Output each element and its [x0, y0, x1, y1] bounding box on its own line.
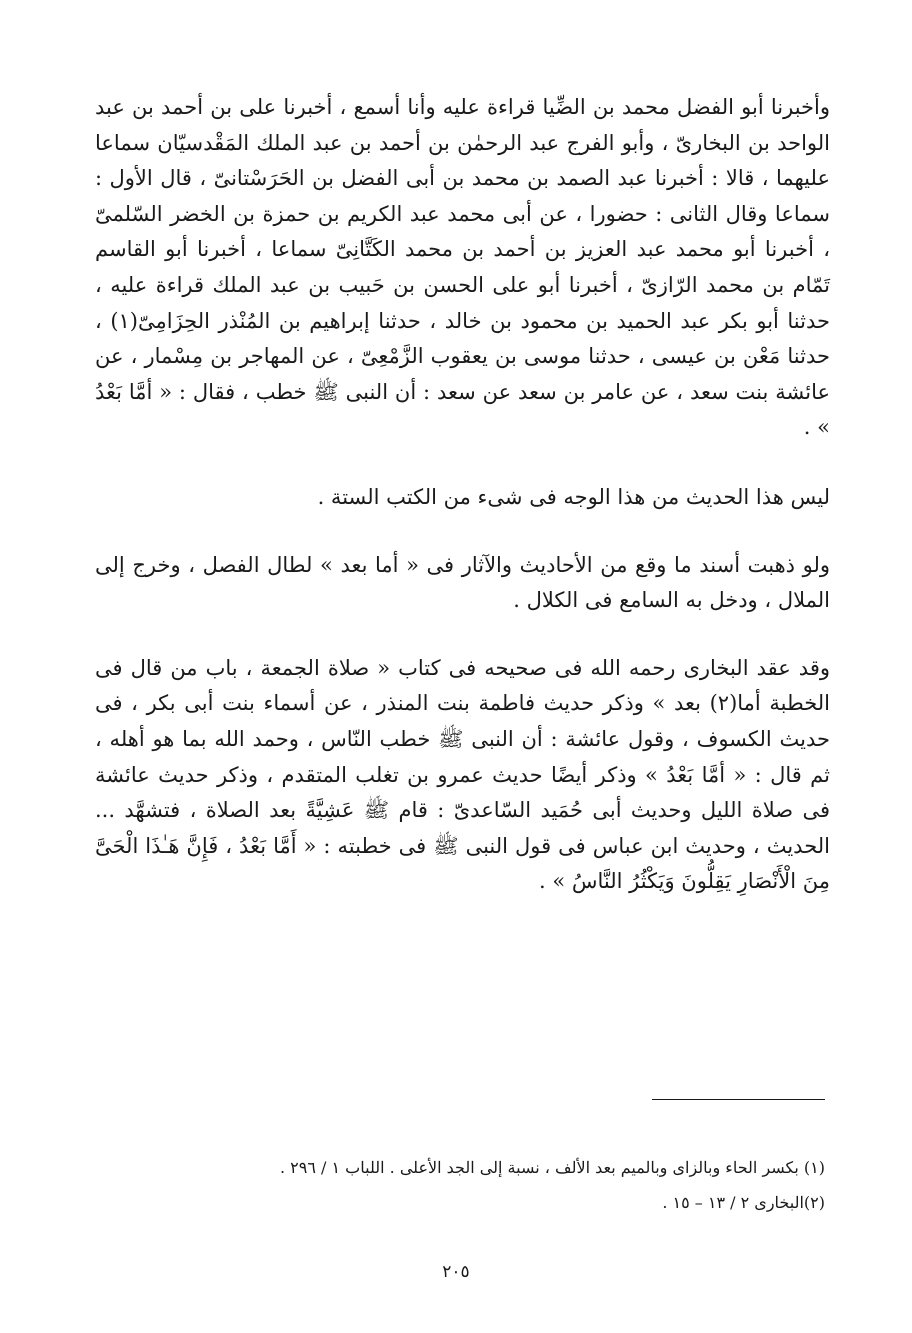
paragraph-note: ليس هذا الحديث من هذا الوجه فى شىء من الكتب الستة .: [317, 484, 830, 509]
footnote-divider: [652, 1099, 825, 1100]
footnote-1: (١) بكسر الحاء وبالزاى وبالميم بعد الألف ، نسبة إلى الجد الأعلى . اللباب ١ / ٢٩٦ .: [279, 1158, 825, 1177]
paragraph-isnad: وأخبرنا أبو الفضل محمد بن الضِّيا قراءة عليه وأنا أسمع ، أخبرنا على بن أحمد بن عبد الواحد بن البخارىّ ، وأبو الفرج عبد الرحمٰن بن أحمد بن عبد الملك المَقْدسيّان سماعا عليهما ، قالا : أخبرنا عبد الصمد بن محمد بن أبى الفضل بن الحَرَسْتانىّ ، قال الأول : سماعا وقال الثانى : حضورا ، عن أبى محمد عبد الكريم بن حمزة بن الخضر السّلمىّ ، أخبرنا أبو محمد عبد العزيز بن أحمد بن محمد الكَتَّانِىّ سماعا ، أخبرنا أبو القاسم تَمّام بن محمد الرّازىّ ، أخبرنا أبو على الحسن بن حَبيب بن عبد الملك قراءة عليه ، حدثنا أبو بكر عبد الحميد بن محمود بن خالد ، حدثنا إبراهيم بن المُنْذر الحِزَامِىّ(١) ، حدثنا مَعْن بن عيسى ، حدثنا موسى بن يعقوب الزَّمْعِىّ ، عن المهاجر بن مِسْمار ، عن عائشة بنت سعد ، عن عامر بن سعد عن سعد : أن النبى ﷺ خطب ، فقال : « أمَّا بَعْدُ » .: [95, 95, 830, 440]
footnote-2: (٢)البخارى ٢ / ١٣ – ١٥ .: [662, 1193, 825, 1212]
footnotes: [200, 1150, 825, 1220]
page-number: ٢٠٥: [442, 1262, 470, 1282]
paragraph-remark: ولو ذهبت أسند ما وقع من الأحاديث والآثار فى « أما بعد » لطال الفصل ، وخرج إلى الملال ، ودخل به السامع فى الكلال .: [95, 552, 830, 613]
main-text: [95, 90, 830, 900]
paragraph-bukhari: وقد عقد البخارى رحمه الله فى صحيحه فى كتاب « صلاة الجمعة ، باب من قال فى الخطبة أما(٢) بعد » وذكر حديث فاطمة بنت المنذر ، عن أسماء بنت أبى بكر ، فى حديث الكسوف ، وقول عائشة : أن النبى ﷺ خطب النّاس ، وحمد الله بما هو أهله ، ثم قال : « أمَّا بَعْدُ » وذكر أيضًا حديث عمرو بن تغلب المتقدم ، وذكر حديث عائشة فى صلاة الليل وحديث أبى حُمَيد السّاعدىّ : قام ﷺ عَشِيَّةً بعد الصلاة ، فتشهَّد ... الحديث ، وحديث ابن عباس فى قول النبى ﷺ فى خطبته : « أَمَّا بَعْدُ ، فَإِنَّ هَـٰذَا الْحَىَّ مِنَ الْأَنْصَارِ يَقِلُّونَ وَيَكْثُرُ النَّاسُ » .: [95, 655, 830, 894]
